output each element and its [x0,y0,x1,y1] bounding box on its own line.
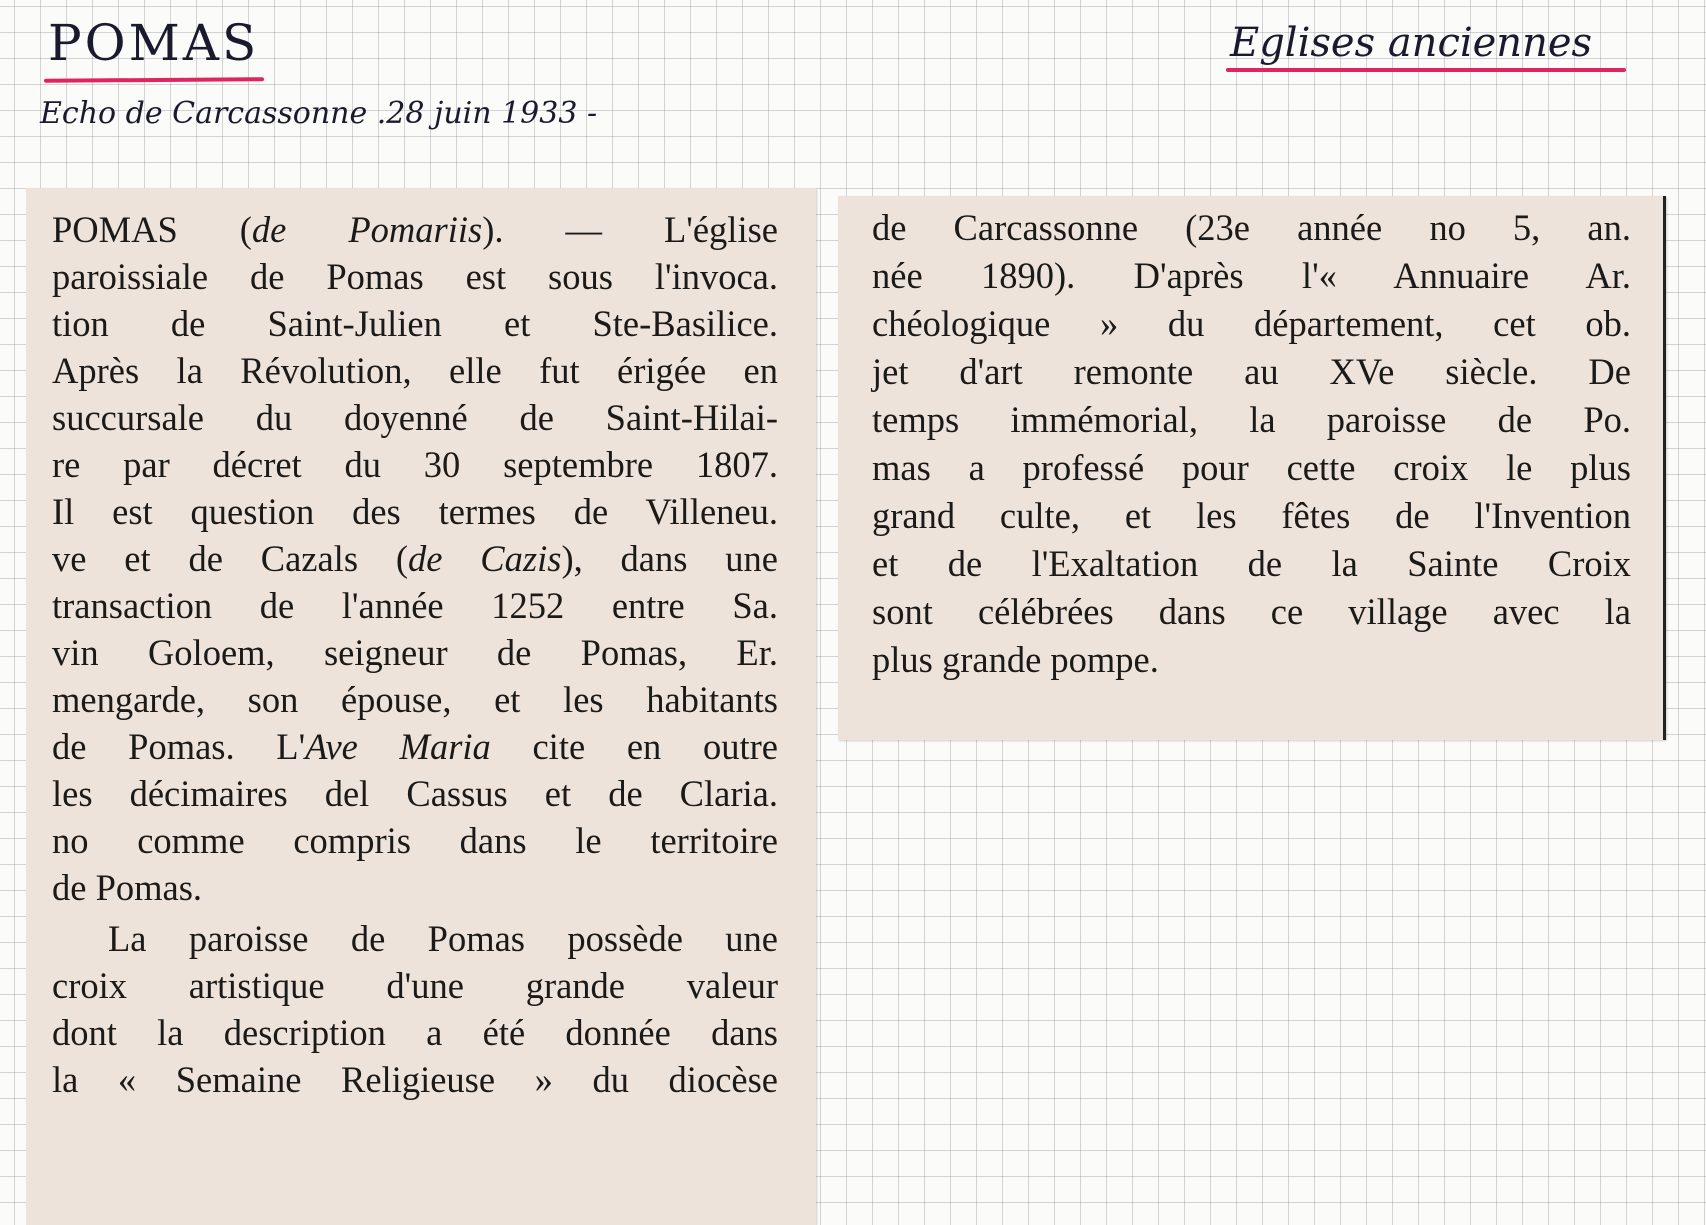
article-line: croix artistique d'une grande valeur [52,965,778,1006]
article-line: de Carcassonne (23e année no 5, an. [872,207,1631,248]
article-line: née 1890). D'après l'« Annuaire Ar. [872,255,1631,296]
newspaper-clipping-left [26,188,816,1225]
article-line: paroissiale de Pomas est sous l'invoca. [52,256,778,297]
article-line: tion de Saint-Julien et Ste-Basilice. [52,303,778,344]
title-underline [44,77,264,83]
category-underline [1226,68,1626,72]
article-line: re par décret du 30 septembre 1807. [52,444,778,485]
newspaper-clipping-right [838,196,1666,740]
article-line: La paroisse de Pomas possède une [108,918,778,959]
article-line: mengarde, son épouse, et les habitants [52,679,778,720]
article-line: vin Goloem, seigneur de Pomas, Er. [52,632,778,673]
article-line: chéologique » du département, cet ob. [872,303,1631,344]
article-line: de Pomas. L'Ave Maria cite en outre [52,726,778,767]
article-line: transaction de l'année 1252 entre Sa. [52,585,778,626]
article-line: succursale du doyenné de Saint-Hilai- [52,397,778,438]
article-line: et de l'Exaltation de la Sainte Croix [872,543,1631,584]
article-line: mas a professé pour cette croix le plus [872,447,1631,488]
article-line: temps immémorial, la paroisse de Po. [872,399,1631,440]
article-line: no comme compris dans le territoire [52,820,778,861]
article-line: les décimaires del Cassus et de Claria. [52,773,778,814]
article-line: la « Semaine Religieuse » du diocèse [52,1059,778,1100]
article-line: Il est question des termes de Villeneu. [52,491,778,532]
handwritten-category: Eglises anciennes [1230,20,1593,66]
article-line: sont célébrées dans ce village avec la [872,591,1631,632]
article-line: Après la Révolution, elle fut érigée en [52,350,778,391]
article-line: ve et de Cazals (de Cazis), dans une [52,538,778,579]
article-line: POMAS (de Pomariis). — L'église [52,209,778,250]
article-line: dont la description a été donnée dans [52,1012,778,1053]
article-line: plus grande pompe. [872,639,1159,680]
handwritten-title: POMAS [48,14,260,72]
handwritten-source: Echo de Carcassonne .28 juin 1933 - [40,96,598,131]
article-line: jet d'art remonte au XVe siècle. De [872,351,1631,392]
article-line: grand culte, et les fêtes de l'Invention [872,495,1631,536]
article-line: de Pomas. [52,867,203,908]
